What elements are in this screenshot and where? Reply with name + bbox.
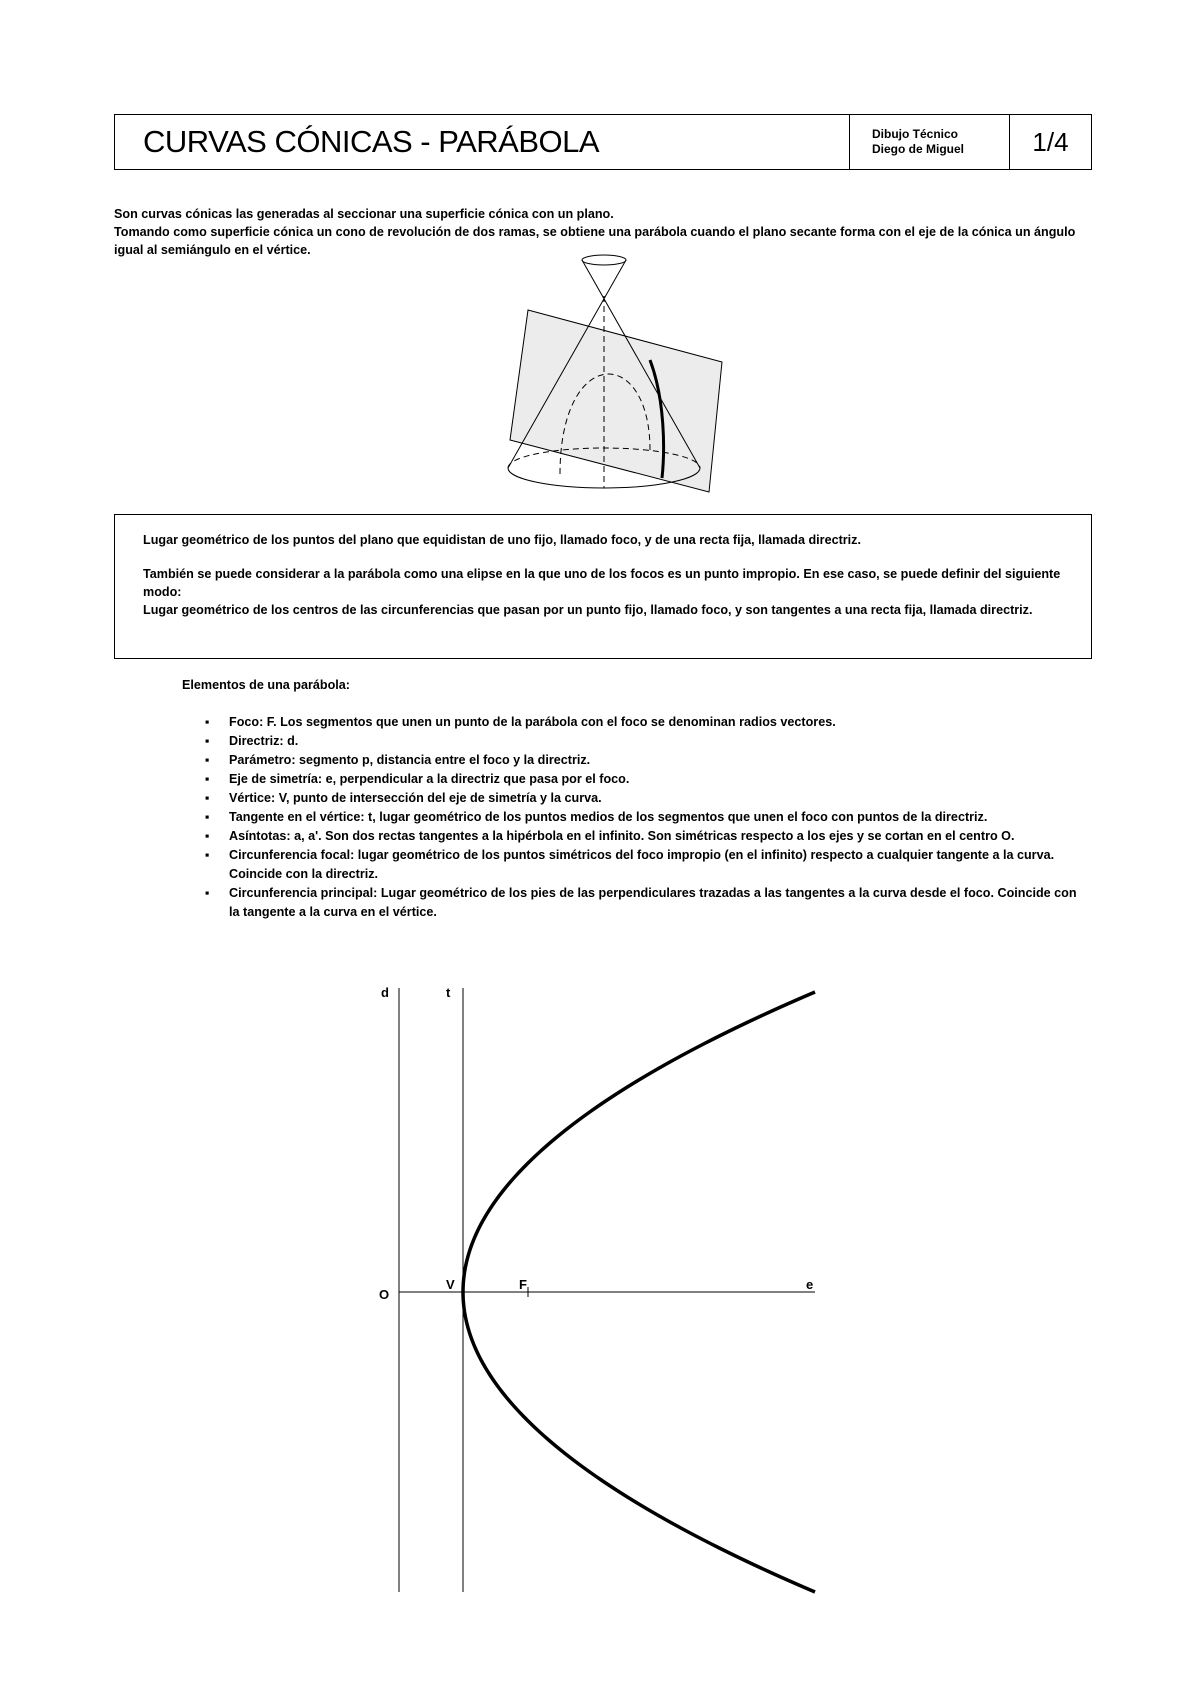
list-item — [205, 827, 1080, 846]
definition-box — [114, 514, 1092, 659]
header-box — [114, 114, 1092, 170]
list-item — [205, 770, 1080, 789]
definition-p3: Lugar geométrico de los centros de las circunferencias que pasan por un punto fijo, llamado foco, y son tangentes a una recta fija, llamada directriz. — [143, 603, 1033, 617]
item-text: : lugar geométrico de los puntos simétricos del foco impropio (en el infinito) respecto a cualquier tangente a la curva. Coincide con la directriz. — [229, 848, 1055, 881]
label-f: F — [519, 1277, 527, 1292]
page-title: CURVAS CÓNICAS - PARÁBOLA — [143, 124, 600, 159]
item-text: : segmento p, distancia entre el foco y la directriz. — [291, 753, 591, 767]
bullet-icon: ▪ — [205, 886, 210, 900]
secant-plane — [510, 310, 722, 492]
label-t: t — [446, 985, 451, 1000]
cone-section-illustration — [500, 250, 730, 500]
list-item — [205, 751, 1080, 770]
label-d: d — [381, 985, 389, 1000]
item-term: Foco — [229, 715, 260, 729]
item-text: : F. Los segmentos que unen un punto de la parábola con el foco se denominan radios vectores. — [259, 715, 836, 729]
item-text: : e, perpendicular a la directriz que pasa por el foco. — [317, 772, 630, 786]
header-meta — [849, 115, 1009, 169]
list-item — [205, 789, 1080, 808]
list-item — [205, 732, 1080, 751]
bullet-icon: ▪ — [205, 715, 210, 729]
list-item — [205, 884, 1080, 922]
list-item — [205, 846, 1080, 884]
bullet-icon: ▪ — [205, 734, 210, 748]
bullet-icon: ▪ — [205, 848, 210, 862]
item-text: : d. — [279, 734, 299, 748]
item-text: : Lugar geométrico de los pies de las perpendiculares trazadas a las tangentes a la curva desde el foco. Coincide con la tangente a la curva en el vértice. — [229, 886, 1077, 919]
item-term: Circunferencia focal — [229, 848, 351, 862]
item-term: Vértice — [229, 791, 272, 805]
intro-line-2: Tomando como superficie cónica un cono de revolución de dos ramas, se obtiene una parábola cuando el plano secante forma con el eje de la cónica un ángulo igual al semiángulo en el vértice. — [114, 225, 1076, 257]
item-text: : t, lugar geométrico de los puntos medios de los segmentos que unen el foco con puntos de la directriz. — [360, 810, 988, 824]
parabola-diagram — [370, 980, 830, 1600]
item-term: Eje de simetría — [229, 772, 318, 786]
item-term: Directriz — [229, 734, 280, 748]
author-label: Diego de Miguel — [872, 142, 965, 156]
list-item — [205, 713, 1080, 732]
label-e: e — [806, 1277, 814, 1292]
subject-label: Dibujo Técnico — [872, 127, 959, 141]
item-text: : V, punto de intersección del eje de simetría y la curva. — [271, 791, 602, 805]
page-number: 1/4 — [1009, 115, 1091, 169]
elements-list — [205, 713, 1080, 922]
intro-line-1: Son curvas cónicas las generadas al seccionar una superficie cónica con un plano. — [114, 207, 614, 221]
bullet-icon: ▪ — [205, 810, 210, 824]
cone-top-ellipse — [582, 255, 626, 265]
definition-p2: También se puede considerar a la parábola como una elipse en la que uno de los focos es un punto impropio. En ese caso, se puede definir del siguiente modo: — [143, 567, 1061, 599]
definition-p1: Lugar geométrico de los puntos del plano que equidistan de uno fijo, llamado foco, y de una recta fija, llamada directriz. — [143, 533, 861, 547]
list-item — [205, 808, 1080, 827]
elements-title: Elementos de una parábola: — [182, 678, 350, 692]
item-term: Asíntotas — [229, 829, 287, 843]
item-term: Tangente en el vértice — [229, 810, 361, 824]
item-term: Parámetro — [229, 753, 292, 767]
bullet-icon: ▪ — [205, 791, 210, 805]
item-text: : a, a'. Son dos rectas tangentes a la hipérbola en el infinito. Son simétricas respecto a los ejes y se cortan en el centro O. — [286, 829, 1015, 843]
bullet-icon: ▪ — [205, 772, 210, 786]
label-v: V — [446, 1277, 455, 1292]
item-term: Circunferencia principal — [229, 886, 374, 900]
bullet-icon: ▪ — [205, 753, 210, 767]
bullet-icon: ▪ — [205, 829, 210, 843]
label-o: O — [379, 1287, 390, 1302]
